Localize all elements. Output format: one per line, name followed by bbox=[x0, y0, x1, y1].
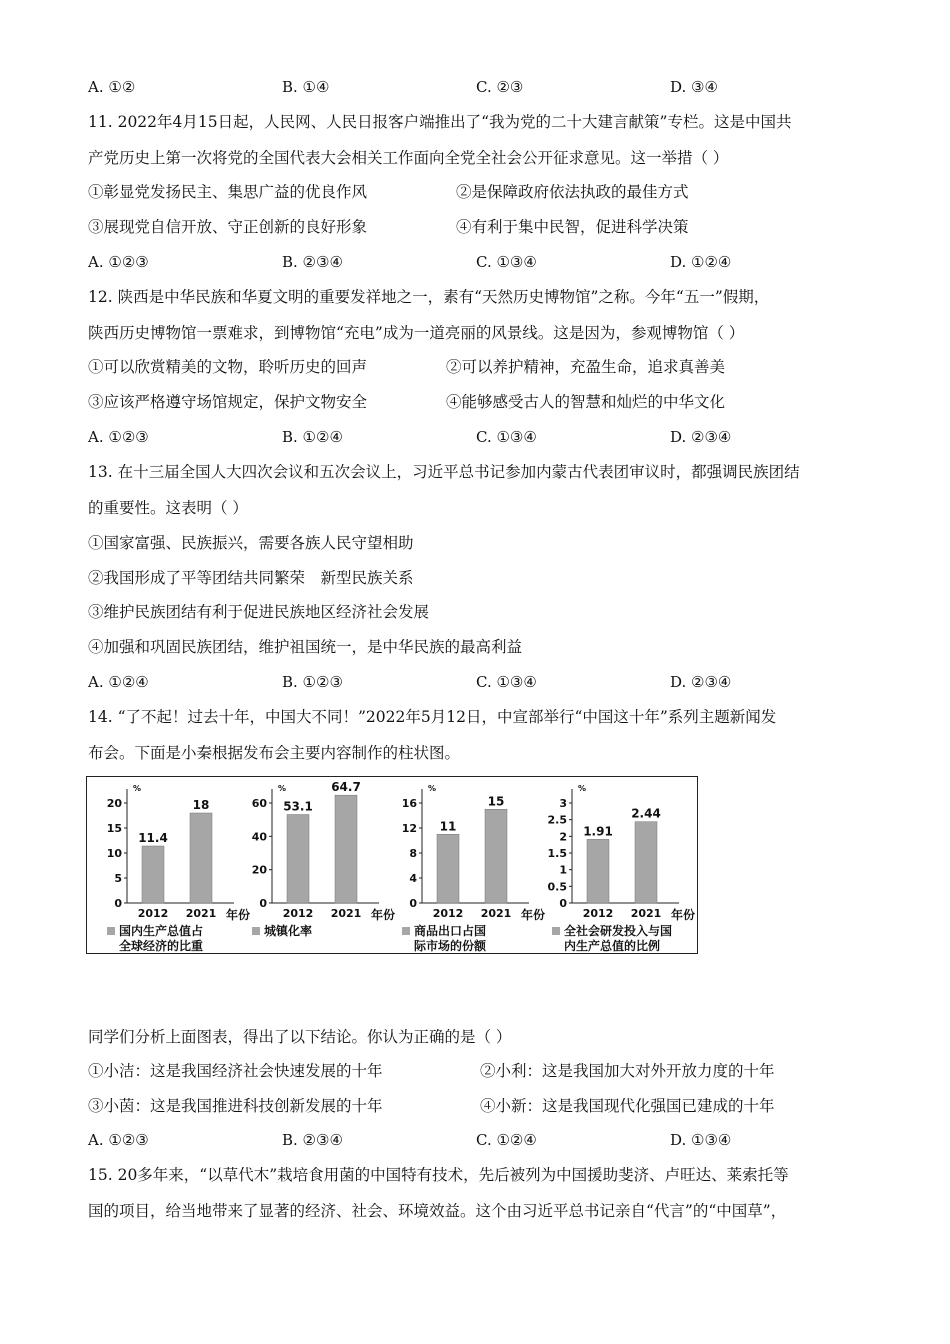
q13-option-b[interactable]: B. ①②③ bbox=[282, 673, 343, 691]
chart-0-ytick-label-1: 5 bbox=[114, 872, 122, 885]
q12-option-d[interactable]: D. ②③④ bbox=[670, 428, 732, 446]
chart-1-ytick-label-1: 20 bbox=[251, 863, 267, 877]
chart-1-legend-swatch bbox=[252, 927, 260, 935]
q14-statement-2: ②小利：这是我国加大对外开放力度的十年 bbox=[480, 1062, 775, 1080]
q14-statement-1: ①小洁：这是我国经济社会快速发展的十年 bbox=[88, 1062, 383, 1080]
chart-3-ytick-label-0: 0 bbox=[559, 897, 567, 910]
chart-0-ytick-label-4: 20 bbox=[106, 797, 122, 810]
bar-charts-panel bbox=[86, 776, 698, 954]
q11-statement-3: ③展现党自信开放、守正创新的良好形象 bbox=[88, 218, 368, 236]
chart-0-legend-swatch bbox=[107, 927, 115, 935]
q12-statement-4: ④能够感受古人的智慧和灿烂的中华文化 bbox=[446, 393, 726, 411]
q11-statement-4: ④有利于集中民智，促进科学决策 bbox=[456, 218, 689, 236]
chart-3-ytick-label-3: 1.5 bbox=[547, 847, 567, 860]
q12-statement-2: ②可以养护精神，充盈生命，追求真善美 bbox=[446, 358, 726, 376]
chart-2-data-label-1: 15 bbox=[487, 794, 505, 809]
chart-3-bar-1 bbox=[635, 822, 657, 903]
chart-3-unit: % bbox=[578, 784, 587, 793]
chart-1-bar-1 bbox=[335, 795, 357, 903]
chart-2-x-label-0: 2012 bbox=[432, 907, 464, 920]
chart-1-xlabel: 年份 bbox=[371, 908, 396, 922]
chart-0-data-label-0: 11.4 bbox=[138, 831, 168, 845]
chart-2-unit: % bbox=[428, 784, 437, 793]
q13-statement-2: ②我国形成了平等团结共同繁荣 新型民族关系 bbox=[88, 569, 414, 587]
q11-option-b[interactable]: B. ②③④ bbox=[282, 253, 343, 271]
chart-3-legend-line-1: 内生产总值的比例 bbox=[564, 939, 661, 953]
q14-option-c[interactable]: C. ①②④ bbox=[476, 1131, 537, 1149]
q14-after-chart: 同学们分析上面图表，得出了以下结论。你认为正确的是（ ） bbox=[88, 1028, 512, 1046]
chart-0-ytick-label-3: 15 bbox=[106, 822, 122, 835]
chart-0-ytick-label-0: 0 bbox=[114, 897, 122, 910]
chart-1-data-label-1: 64.7 bbox=[331, 780, 361, 795]
chart-3-ytick-label-1: 0.5 bbox=[547, 880, 567, 894]
q12-stem-line-2: 陕西历史博物馆一票难求，到博物馆“充电”成为一道亮丽的风景线。这是因为，参观博物馆（ ） bbox=[88, 324, 745, 342]
q14-statement-3: ③小茵：这是我国推进科技创新发展的十年 bbox=[88, 1097, 383, 1115]
chart-0-x-label-0: 2012 bbox=[137, 907, 169, 920]
chart-2-data-label-0: 11 bbox=[439, 819, 457, 834]
q13-statement-4: ④加强和巩固民族团结，维护祖国统一，是中华民族的最高利益 bbox=[88, 638, 523, 656]
chart-3-legend-swatch bbox=[552, 927, 560, 935]
q11-stem-line-1: 11. 2022年4月15日起，人民网、人民日报客户端推出了“我为党的二十大建言献策”专栏。这是中国共 bbox=[88, 113, 792, 131]
q12-option-c[interactable]: C. ①③④ bbox=[476, 428, 537, 446]
chart-2-ytick-label-0: 0 bbox=[409, 897, 417, 910]
chart-2-ytick-label-4: 16 bbox=[401, 797, 417, 810]
chart-2-ytick-label-2: 8 bbox=[409, 847, 417, 860]
chart-3-xlabel: 年份 bbox=[671, 908, 696, 922]
q11-option-d[interactable]: D. ①②④ bbox=[670, 253, 732, 271]
q12-option-a[interactable]: A. ①②③ bbox=[88, 428, 149, 446]
chart-1-ytick-label-3: 60 bbox=[251, 797, 267, 810]
chart-1-ytick-label-0: 0 bbox=[259, 897, 267, 910]
q10-option-c[interactable]: C. ②③ bbox=[476, 78, 524, 96]
q15-stem-line-2: 国的项目，给当地带来了显著的经济、社会、环境效益。这个由习近平总书记亲自“代言”的“中国草”， bbox=[88, 1202, 787, 1220]
chart-0-x-label-1: 2021 bbox=[185, 907, 217, 920]
chart-0-xlabel: 年份 bbox=[226, 908, 251, 922]
q13-stem-line-1: 13. 在十三届全国人大四次会议和五次会议上，习近平总书记参加内蒙古代表团审议时，都强调民族团结 bbox=[88, 463, 800, 481]
chart-3-x-label-1: 2021 bbox=[630, 907, 662, 920]
q14-stem-line-1: 14. “了不起！过去十年，中国大不同！”2022年5月12日，中宣部举行“中国这十年”系列主题新闻发 bbox=[88, 708, 777, 726]
chart-3-data-label-1: 2.44 bbox=[631, 806, 661, 821]
chart-3-ytick-label-5: 2.5 bbox=[547, 813, 567, 827]
chart-1-x-label-0: 2012 bbox=[282, 907, 314, 920]
q11-option-c[interactable]: C. ①③④ bbox=[476, 253, 537, 271]
q10-option-b[interactable]: B. ①④ bbox=[282, 78, 330, 96]
chart-2-ytick-label-3: 12 bbox=[401, 822, 417, 835]
chart-3-x-label-0: 2012 bbox=[582, 907, 614, 920]
chart-3-data-label-0: 1.91 bbox=[583, 824, 613, 839]
chart-2-bar-0 bbox=[437, 834, 459, 903]
q14-option-b[interactable]: B. ②③④ bbox=[282, 1131, 343, 1149]
chart-0-ytick-label-2: 10 bbox=[106, 847, 122, 860]
q13-option-d[interactable]: D. ②③④ bbox=[670, 673, 732, 691]
q14-statement-4: ④小新：这是我国现代化强国已建成的十年 bbox=[480, 1097, 775, 1115]
q14-stem-line-2: 布会。下面是小秦根据发布会主要内容制作的柱状图。 bbox=[88, 744, 461, 762]
q13-option-a[interactable]: A. ①②④ bbox=[88, 673, 149, 691]
q14-option-a[interactable]: A. ①②③ bbox=[88, 1131, 149, 1149]
chart-0-legend-line-1: 全球经济的比重 bbox=[119, 939, 204, 953]
chart-2-ytick-label-1: 4 bbox=[409, 872, 417, 885]
chart-0-bar-0 bbox=[142, 846, 164, 903]
q12-statement-1: ①可以欣赏精美的文物，聆听历史的回声 bbox=[88, 358, 368, 376]
q10-option-d[interactable]: D. ③④ bbox=[670, 78, 718, 96]
q13-statement-3: ③维护民族团结有利于促进民族地区经济社会发展 bbox=[88, 603, 430, 621]
q15-stem-line-1: 15. 20多年来，“以草代木”栽培食用菌的中国特有技术，先后被列为中国援助斐济、卢旺达、莱索托等 bbox=[88, 1166, 789, 1184]
chart-2-xlabel: 年份 bbox=[521, 908, 546, 922]
chart-3-ytick-label-2: 1 bbox=[559, 863, 567, 877]
chart-2-x-label-1: 2021 bbox=[480, 907, 512, 920]
q14-option-d[interactable]: D. ①③④ bbox=[670, 1131, 732, 1149]
chart-2-legend-swatch bbox=[402, 927, 410, 935]
chart-3-ytick-label-6: 3 bbox=[559, 797, 567, 810]
chart-1-unit: % bbox=[278, 784, 287, 793]
q10-option-a[interactable]: A. ①② bbox=[88, 78, 136, 96]
q12-statement-3: ③应该严格遵守场馆规定，保护文物安全 bbox=[88, 393, 368, 411]
q13-stem-line-2: 的重要性。这表明（ ） bbox=[88, 499, 248, 517]
q12-stem-line-1: 12. 陕西是中华民族和华夏文明的重要发祥地之一，素有“天然历史博物馆”之称。今年“五一”假期， bbox=[88, 288, 770, 306]
q13-option-c[interactable]: C. ①③④ bbox=[476, 673, 537, 691]
chart-2-legend-line-0: 商品出口占国 bbox=[414, 924, 487, 938]
chart-0-bar-1 bbox=[190, 813, 212, 903]
chart-2-bar-1 bbox=[485, 809, 507, 903]
chart-1-data-label-0: 53.1 bbox=[283, 799, 313, 814]
chart-1-x-label-1: 2021 bbox=[330, 907, 362, 920]
chart-0-data-label-1: 18 bbox=[192, 798, 210, 812]
chart-3-ytick-label-4: 2 bbox=[559, 830, 567, 844]
q11-option-a[interactable]: A. ①②③ bbox=[88, 253, 149, 271]
chart-1-ytick-label-2: 40 bbox=[251, 830, 267, 844]
q13-statement-1: ①国家富强、民族振兴，需要各族人民守望相助 bbox=[88, 534, 414, 552]
q11-stem-line-2: 产党历史上第一次将党的全国代表大会相关工作面向全党全社会公开征求意见。这一举措（ ） bbox=[88, 149, 729, 167]
chart-1-bar-0 bbox=[287, 815, 309, 904]
bar-charts-svg bbox=[87, 777, 697, 953]
chart-0-unit: % bbox=[133, 784, 142, 793]
chart-3-bar-0 bbox=[587, 839, 609, 903]
chart-3-legend-line-0: 全社会研发投入与国 bbox=[564, 924, 673, 938]
chart-2-legend-line-1: 际市场的份额 bbox=[414, 939, 487, 953]
q11-statement-2: ②是保障政府依法执政的最佳方式 bbox=[456, 183, 689, 201]
q11-statement-1: ①彰显党发扬民主、集思广益的优良作风 bbox=[88, 183, 368, 201]
q12-option-b[interactable]: B. ①②④ bbox=[282, 428, 343, 446]
chart-1-legend-line-0: 城镇化率 bbox=[264, 924, 313, 938]
chart-0-legend-line-0: 国内生产总值占 bbox=[119, 924, 204, 938]
